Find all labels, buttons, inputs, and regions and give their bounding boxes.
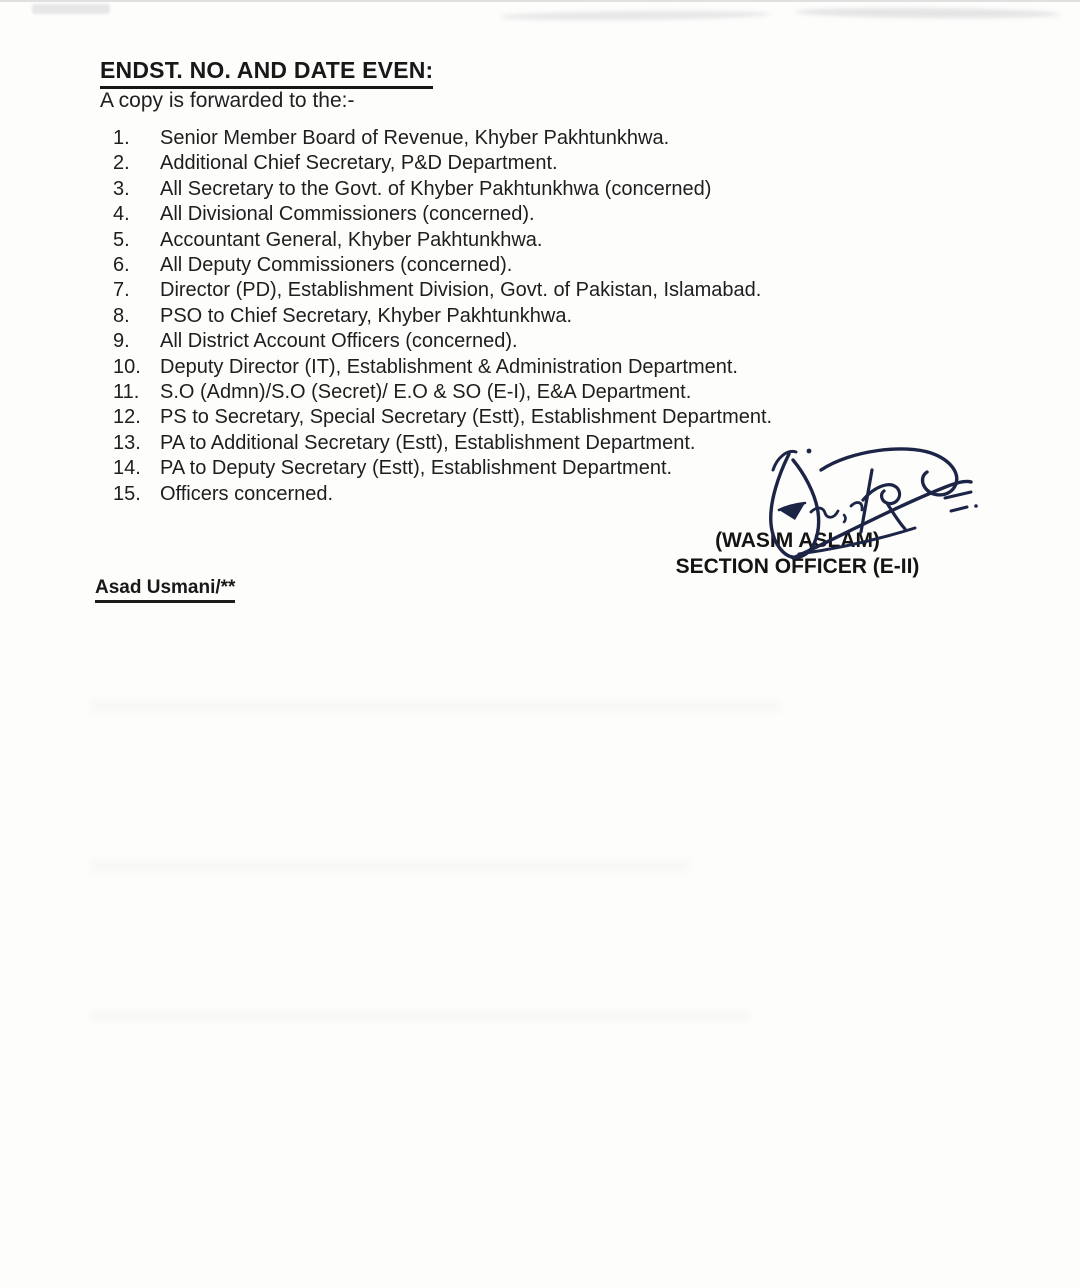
list-item xyxy=(113,355,1013,380)
list-item-text: Additional Chief Secretary, P&D Department. xyxy=(160,152,558,175)
list-item xyxy=(113,228,1013,253)
list-item xyxy=(113,151,1013,176)
list-item-number: 5. xyxy=(113,228,130,251)
list-item-text: All District Account Officers (concerned). xyxy=(160,330,518,353)
list-item-text: PA to Additional Secretary (Estt), Establishment Department. xyxy=(160,431,696,454)
list-item-text: All Deputy Commissioners (concerned). xyxy=(160,254,513,277)
scan-artifact-smudge xyxy=(795,7,1060,19)
scan-artifact-top-left xyxy=(32,4,110,14)
list-item-number: 14. xyxy=(113,457,141,480)
list-item-text: PSO to Chief Secretary, Khyber Pakhtunkhwa. xyxy=(160,304,573,327)
scan-artifact-top-edge xyxy=(0,0,1080,2)
list-item xyxy=(113,202,1013,227)
list-item-text: Deputy Director (IT), Establishment & Administration Department. xyxy=(160,355,738,378)
signatory-name: (WASIM ASLAM) xyxy=(715,529,880,552)
list-item-number: 9. xyxy=(113,330,130,353)
list-item-text: Senior Member Board of Revenue, Khyber Pakhtunkhwa. xyxy=(160,127,670,149)
list-item xyxy=(113,329,1013,354)
scan-artifact-smudge xyxy=(500,10,770,22)
list-item xyxy=(113,278,1013,303)
list-item xyxy=(113,304,1013,329)
forwarding-note: A copy is forwarded to the:- xyxy=(100,89,355,112)
list-item-number: 15. xyxy=(113,482,141,505)
list-item-number: 10. xyxy=(113,355,141,378)
list-item-text: S.O (Admn)/S.O (Secret)/ E.O & SO (E-I), E&A Department. xyxy=(160,381,692,404)
list-item-text: Officers concerned. xyxy=(160,482,334,505)
list-item-text: All Secretary to the Govt. of Khyber Pakhtunkhwa (concerned) xyxy=(160,177,712,200)
signatory-title: SECTION OFFICER (E-II) xyxy=(675,554,920,578)
list-item-text: Accountant General, Khyber Pakhtunkhwa. xyxy=(160,228,543,251)
list-item-number: 6. xyxy=(113,254,130,277)
list-item-number: 3. xyxy=(113,177,130,200)
scan-artifact-band xyxy=(90,700,780,712)
list-item-number: 1. xyxy=(113,127,130,149)
list-item-number: 7. xyxy=(113,279,130,302)
list-item-number: 4. xyxy=(113,203,130,226)
list-item xyxy=(113,126,1013,151)
list-item-number: 12. xyxy=(113,406,141,429)
endorsement-heading: ENDST. NO. AND DATE EVEN: xyxy=(100,57,433,89)
list-item xyxy=(113,380,1013,405)
list-item xyxy=(113,253,1013,278)
list-item xyxy=(113,177,1013,202)
list-item-text: PS to Secretary, Special Secretary (Estt), Establishment Department. xyxy=(160,406,773,429)
drafter-reference: Asad Usmani/** xyxy=(95,577,235,603)
signature-ink xyxy=(733,436,1003,581)
list-item-text: PA to Deputy Secretary (Estt), Establishment Department. xyxy=(160,457,673,480)
scan-artifact-band xyxy=(90,1010,750,1022)
list-item-text: Director (PD), Establishment Division, Govt. of Pakistan, Islamabad. xyxy=(160,279,762,302)
list-item-number: 2. xyxy=(113,152,130,175)
list-item xyxy=(113,405,1013,430)
list-item-number: 11. xyxy=(113,381,140,404)
scan-artifact-band xyxy=(90,860,690,872)
list-item-number: 13. xyxy=(113,431,141,454)
list-item-number: 8. xyxy=(113,304,130,327)
list-item-text: All Divisional Commissioners (concerned). xyxy=(160,203,535,226)
